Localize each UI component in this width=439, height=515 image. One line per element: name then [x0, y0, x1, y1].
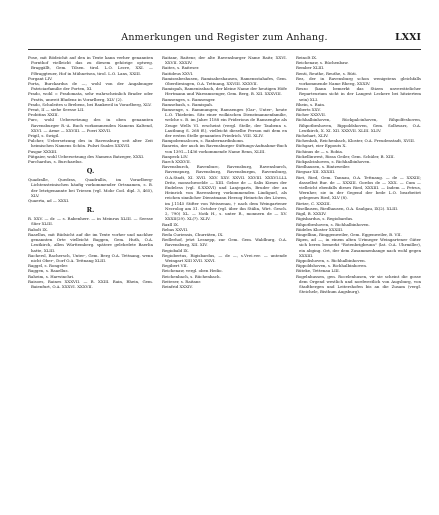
register-entry: Ramispah, Ramenissbach, der kleine Name der heutigen Höfe Hertmann und Warramsenger, Gem. Berg, B. XII. XXXVIII.	[162, 86, 287, 97]
register-entry: Pose, mit Bödeichit auf den in Texte kann verher genannten Fornthof vielleicht das zu diesem gehörige optweg. Braggällt, Gem. Tilsen. tirol. L.O. Lecre, XXI. — P.Braggteuer, Hof in Mühnetsea, tirol. L.O. Lans, XXIII.	[28, 55, 153, 76]
register-column-left	[28, 55, 153, 515]
register-entry: Reiteser, s. Raitanr.	[162, 278, 202, 284]
register-entry: R. XXV. — dr. — s. Rabenherr. — in Meinrus XLIII. — Seesse Sûer XLIII.	[28, 216, 153, 227]
register-entry: Reichenaw, s. Rüchenbaw.	[296, 60, 349, 66]
register-entry: Raisoes, Raines XXXVII. — R. XXIII. Rain, Rhein, Gem. Baienfurt, O.A. XXXVI. XXXVII.	[28, 278, 153, 289]
register-entry: Ramsebash, s. Ramispah.	[162, 101, 214, 107]
register-entry: Rigil, B. XXXIV.	[296, 211, 327, 217]
register-entry: Reichenaw, vergl. oben Hedio.	[162, 268, 223, 274]
register-entry: Rez, der in Ravensburg schon wenigstens gleichfalls vorkommende Name Rheeg, XXXIV.	[296, 75, 421, 87]
register-columns	[28, 55, 421, 515]
page-number: LXXI	[395, 32, 421, 43]
register-entry: Rippolishoven, s. Richhalbinhoven.	[296, 257, 366, 263]
register-entry: Ripen, ad —, in einem alten Urtmeger Weingartener Güter sich bereu bemerkt "Rotenbrigbrunn" (lat. O.A. Uhrmiller), ein abging. Ort, der dem Zusammenhange nach wohl gegen XXXIII.	[296, 237, 421, 258]
register-entry: Ranpeck LIV.	[162, 153, 189, 159]
register-entry: Pütgaier, wohl Uebersetzung des Namens Batzeger, XXXI.	[28, 153, 145, 159]
register-entry: Rhein, s. Rain.	[296, 101, 326, 107]
register-entry: Riegsar XII. XXXIII.	[296, 169, 336, 175]
register-entry: Reichenbach, s. Rüchenbach.	[162, 273, 221, 279]
register-entry: Renti, Reuthe, Reuthe, s. Rüti.	[296, 70, 357, 76]
page-header	[28, 32, 421, 46]
register-entry: Raxll IX.	[162, 221, 180, 227]
header-rule	[28, 49, 421, 50]
register-entry: Pusgar XXXIII.	[28, 148, 58, 154]
register-entry: Rickellinwest, Rissa Geiler, Gem. Schüler, B. XIII.	[296, 153, 395, 159]
register-entry: Riselkusen, Riedhausen, O.A. Saulgau, IX(2). XLIII.	[296, 205, 399, 211]
register-entry: Prado, wohl = Pradomata, sehr wahrscheinlich Brader oder Pratts, unweit Bludenz in Vorarlberg, XLV (2).	[28, 91, 153, 102]
register-entry: Regiobald IX.	[162, 247, 189, 253]
register-entry: Rebas XXVII.	[162, 226, 189, 232]
register-entry: Raitanr, Raitenr, der alte Ravensburger Name Raitr, XXVI. XXVII. XXXIV.	[162, 55, 287, 66]
register-entry: Riberts XXV.	[296, 107, 321, 113]
register-entry: Regiobertus, Rigisbardus, — de —, s.Vrei.ver. — untende Weingart XIII XVII. XXVI.	[162, 252, 287, 263]
register-entry: Ravensburch, Ravenburc, Ravensburg, Ravensburch, Ravenspurg, Ravensburg, Ravensburgm, Ravensburg, O.A.Stadt, XI. XVII. XXV. XXV. XXVII. XXVIII. XXXVI.LLL Dritz, monschwoelde — XIII. Gebse de — Salis Kirnes der Endeless (vgl. S.XXXVI) und Lanjegarts, Bruder der an Heinrich von Ravensberg vorkommenden Lindiguel, als reichen sinnlicher Dienstmann Herzog Heinrichs des Löwen, im J.1145 Stifter von Weissenau, † nach dem Weingartener Necrolog am 31. October (vgl. über ihn Stälin, Wirt. Gesch. 2, 790) XL. — Notk H., s. unter R., monnern de — XV. XXXII(29). XL(?). XLIV.	[162, 164, 287, 222]
register-entry: Richer XXXVII.	[296, 112, 327, 118]
register-entry: Richhalbinhoven, Rückpalcinhoven, Rihpolfeshoven, Rihpotbeshoven, Rippoldshoven, Gem. Solhwarz, O.A. Leutkirch, X. XI. XII. XXXVII. XLIII. XLIV.	[296, 117, 421, 133]
register-entry: Redlerhof, jetzt Lesnepp, zur Gem. Gem. Waldburg, O.A. Ravensburg, XII. XIV.	[162, 237, 287, 248]
register-entry: Regibert VII.	[162, 263, 188, 269]
register-entry: Ramisrabeshusen, Ramisabeshausen, Ramensstahafes, Gem. Oberdiesingen, O.A. Tettnang, XXVIII. XXXVII.	[162, 75, 287, 87]
register-entry: Pulcher, Uebersetzung des in Ravensburg seit alter Zeit heimischen Namens Schön. Pulsri Suales XXXVII.	[28, 138, 153, 149]
register-entry: Richehart, XLIV.	[296, 133, 329, 139]
register-entry: Rember XLIII.	[296, 65, 325, 71]
register-entry: Rachersl, Rachersch, Unter-, Gem. Berg O.A. Tettnang, wenn nicht Ober-, Dorf O.A. Tettnang XLIII.	[28, 252, 153, 263]
register-entry: Rippoldshoven, s. Richhalbinhoven.	[296, 263, 368, 269]
register-entry: Riideles Kloster XXXIII.	[296, 226, 344, 232]
register-entry: Richenbah, Reichenbach, Kloster, O.A. Freudenstadt, XVIII.	[296, 138, 416, 144]
register-entry: Raaellus, mit Büdsicht auf die im Texte vorher und nachher genannten Orte vielleicht Baggen, Gem. Huth, O.A. Leutkirch, allen Württemberg. spätere gelehrdete Baerlin hatte, XLIII.	[28, 231, 153, 253]
register-entry: Reszo (kann bemerkt das Stizen unverrätelicher Reparteurium sicht in der Langest Leckere bei hitziertem sein) XLI.	[296, 86, 421, 102]
register-entry: Rickpalcinhoven, s. Richhalbinhoven.	[296, 159, 371, 165]
register-column-right	[296, 55, 421, 515]
section-letter: R.	[86, 206, 95, 215]
register-entry: Porta, Burckardus de —, wohl von der Angabnuger Patriciarfamilie der Porten, XI.	[28, 81, 153, 92]
register-entry: Raheim, s. Harwinchri.	[28, 273, 75, 279]
register-entry: Raggel, s. Rongeler.	[28, 263, 69, 269]
register-entry: Ramsenges, s. Ramsenger.	[162, 96, 216, 102]
register-entry: Richinus de — s. Robia.	[296, 148, 344, 154]
register-entry: Rüteke, Tettenau LIII.	[296, 268, 340, 274]
register-entry: Prado, Schuleites u Brebens, bei Rankweil in Vorarlberg, XLV.	[28, 101, 152, 107]
register-entry: Purc, wohl Uebersetzung des in oben genannten Ravensburger R.-A. Buch vorkommenden Namens Kaltend, XXVI. — Arme — XXVIII. — Poeri XXVII.	[28, 117, 153, 133]
register-entry: Riet, Ried, Gem. Tannau, O.A. Tettnang. — de — XXXIII; dasselbst Bur. de — XXXIII. Gordos de — XXX. — Cum — vielleicht ebenfalls dieses Ried, XXXIII. — Indem — Petrus, Wernher, sie in der Gegend der bede L.O. bearbeitet gelegenes Ried, XLV (8).	[296, 174, 421, 201]
register-entry: Rarch XXXVII.	[162, 159, 191, 165]
register-entry: Raggen, s. Raaellus.	[28, 268, 69, 274]
register-entry: Probitins XXIII.	[28, 112, 59, 118]
register-column-middle	[162, 55, 287, 515]
register-entry: Reinfrid XXXIV.	[162, 283, 193, 289]
register-entry: Riedhausen, s. Rintzweiler.	[296, 164, 351, 170]
register-entry: Purchardus, s. Burchardus.	[28, 159, 83, 165]
register-entry: Raites, s. Raiteser.	[162, 65, 200, 71]
register-entry: Rabolt IX.	[28, 226, 48, 232]
register-entry: Ringellinn, Ringgenweiler, Gem. Eggenweiler, B. VII.	[296, 231, 402, 237]
register-entry: Rigisbardus, s. Regiobardus.	[296, 216, 354, 222]
section-letter: Q.	[86, 167, 95, 176]
register-entry: Quadralle, Quedras, Quadrallis, im Vorarlberg-Lichtensteinischen häufig vorkommender Ortsnamen, s. B. der letztgenannte bei Triesen (vgl. Mohr Cod. dipl. 3, 465), XLV.	[28, 177, 153, 198]
register-entry: Raitideus XXVI.	[162, 70, 194, 76]
register-entry: Prigil, s. Swigil.	[28, 133, 60, 139]
register-entry: Ranrein, der auch im Ravensburger Stiftungs-Aufnahme-Buch von 1391—1436 vorkommende Name Renn, XLIII.	[162, 143, 287, 154]
register-entry: Preat, II — siehe Seesse LII.	[28, 107, 85, 113]
register-entry: Ramsenge, s. Rammungen; Ramsenges (Gar-, Unter-, heute L.O. Thiebeim. Sitz einer wolkischen Dienstmannenfamilie, welche s. B. im Jahre 1188 ein Friderious de Ramsenghe als Zeuge Wells VI. erscheint (vergl. Stelle, der Taubenn s. Lautbung S. 268 ff.), vielleicht dieselbe Person mit dem en der ersten Stelle genannten Friedrich. VIII. XLIV.	[162, 107, 287, 139]
register-entry: Rampobensalcorn, s. Ranbernardinhonn.	[162, 138, 245, 144]
register-entry: Porgant LIV.	[28, 75, 53, 81]
register-entry: Richgart, eier Eppouts X.	[296, 143, 347, 149]
register-entry: Rogelnhussen, gen. Rocelenhusen, vir sie scheint die gosse dem Orgend westlich und nordwestlich von Augsburg, von Stadtbergen und Leitershofen bis an die Zusam (vergl. Steichele, Bisthum Augsburg).	[296, 273, 421, 295]
register-entry: Rietze, C. XXXIII.	[296, 200, 331, 206]
register-entry: Rihpotbeshoven, s. Richhalbinhoven.	[296, 221, 370, 227]
register-entry: Quaerta, ad — XXXI.	[28, 198, 70, 204]
register-entry: Reda Curiensis, Churräten, IX.	[162, 231, 224, 237]
running-title: Anmerkungen und Register zum Anhang.	[121, 32, 328, 43]
register-entry: Reinolt IX.	[296, 55, 318, 60]
